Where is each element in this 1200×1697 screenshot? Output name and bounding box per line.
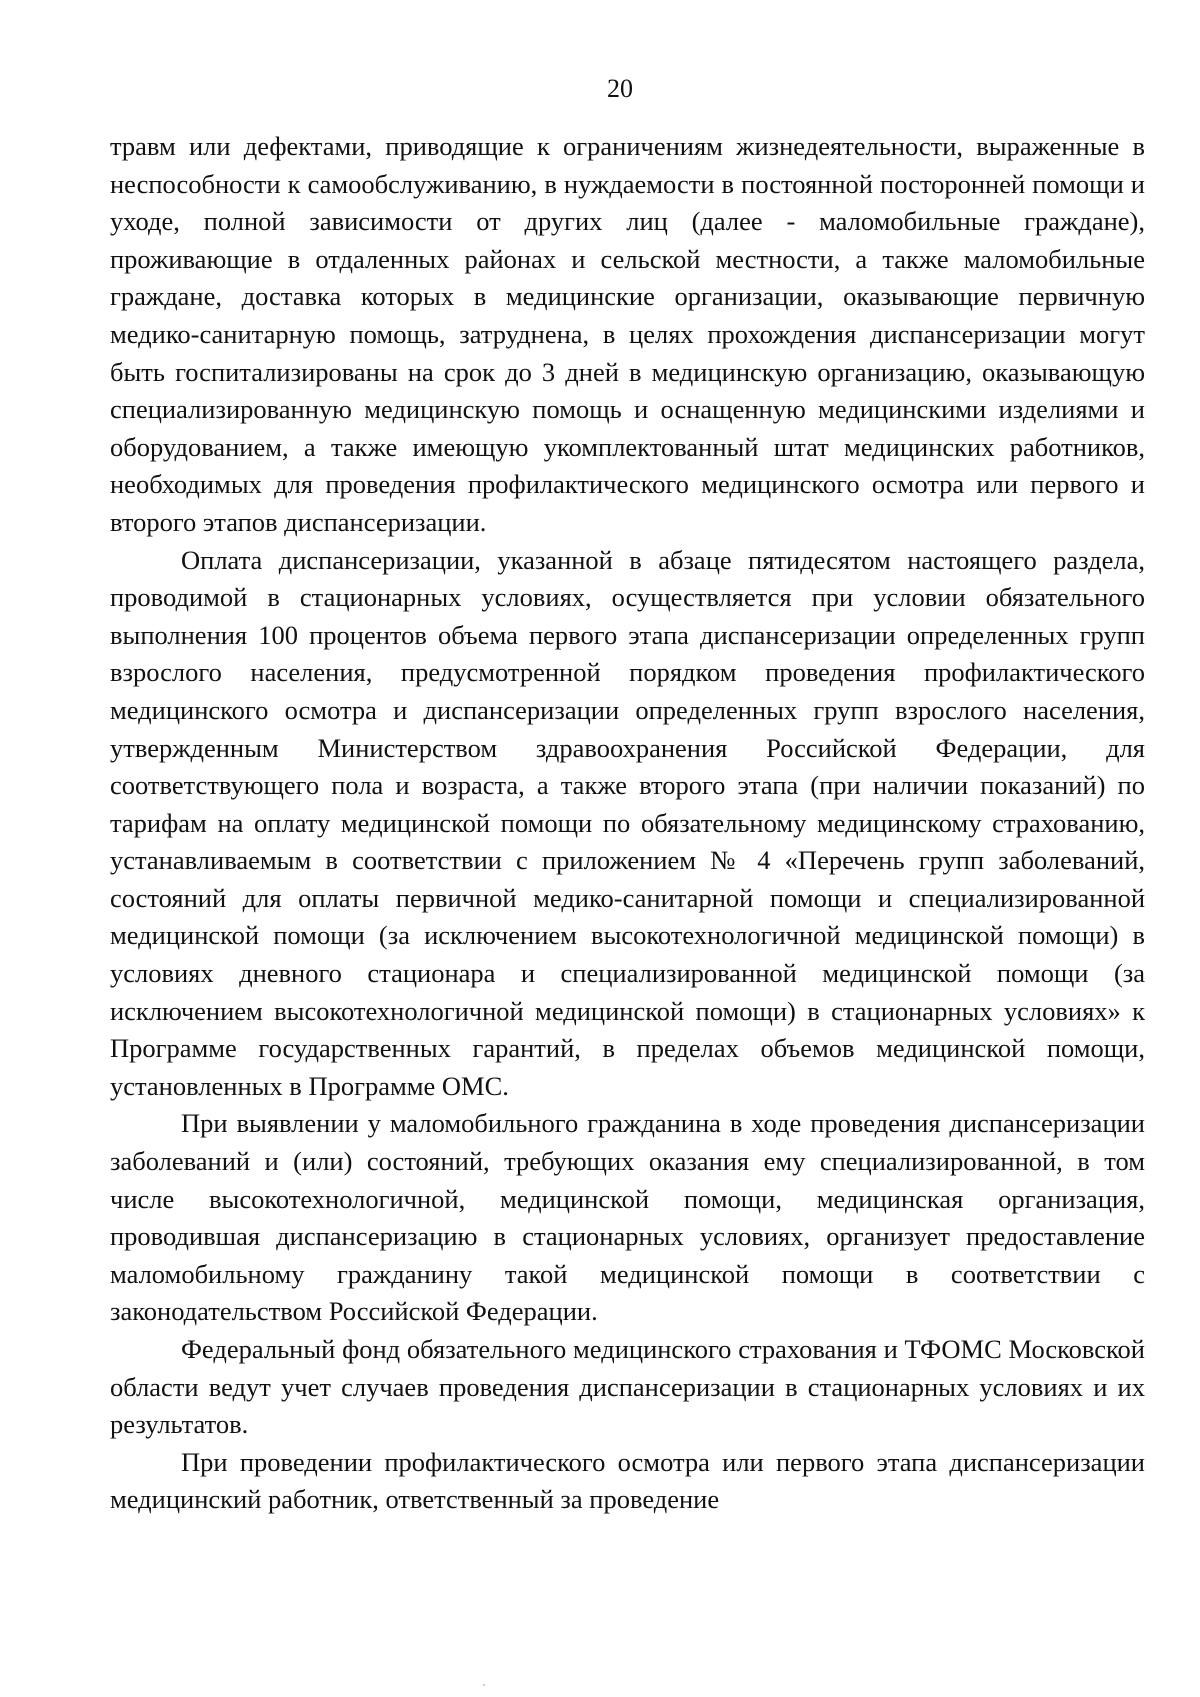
paragraph-5: При проведении профилактического осмотра или первого этапа диспансеризации медицинский работник, ответственный за проведение	[110, 1446, 1145, 1515]
scan-artifact	[483, 1684, 485, 1686]
document-body	[110, 128, 1145, 1519]
paragraph-4: Федеральный фонд обязательного медицинского страхования и ТФОМС Московской области ведут учет случаев проведения диспансеризации в стационарных условиях и их результатов.	[110, 1334, 1145, 1440]
page-number: 20	[607, 74, 633, 103]
paragraph-2: Оплата диспансеризации, указанной в абзаце пятидесятом настоящего раздела, проводимой в стационарных условиях, осуществляется при условии обязательного выполнения 100 процентов объема первого этапа диспансеризации определенных групп взрослого населения, предусмотренной порядком проведения профилактического медицинского осмотра и диспансеризации определенных групп взрослого населения, утвержденным Министерством здравоохранения Российской Федерации, для соответствующего пола и возраста, а также второго этапа (при наличии показаний) по тарифам на оплату медицинской помощи по обязательному медицинскому страхованию, устанавливаемым в соответствии с приложением № 4 «Перечень групп заболеваний, состояний для оплаты первичной медико-санитарной помощи и специализированной медицинской помощи (за исключением высокотехнологичной медицинской помощи) в условиях дневного стационара и специализированной медицинской помощи (за исключением высокотехнологичной медицинской помощи) в стационарных условиях» к Программе государственных гарантий, в пределах объемов медицинской помощи, установленных в Программе ОМС.	[110, 544, 1145, 1101]
paragraph-3: При выявлении у маломобильного гражданина в ходе проведения диспансеризации заболеваний и (или) состояний, требующих оказания ему специализированной, в том числе высокотехнологичной, медицинской помощи, медицинская организация, проводившая диспансеризацию в стационарных условиях, организует предоставление маломобильному гражданину такой медицинской помощи в соответствии с законодательством Российской Федерации.	[110, 1108, 1145, 1327]
paragraph-1: травм или дефектами, приводящие к ограничениям жизнедеятельности, выраженные в неспособности к самообслуживанию, в нуждаемости в постоянной посторонней помощи и уходе, полной зависимости от других лиц (далее - маломобильные граждане), проживающие в отдаленных районах и сельской местности, а также маломобильные граждане, доставка которых в медицинские организации, оказывающие первичную медико-санитарную помощь, затруднена, в целях прохождения диспансеризации могут быть госпитализированы на срок до 3 дней в медицинскую организацию, оказывающую специализированную медицинскую помощь и оснащенную медицинскими изделиями и оборудованием, а также имеющую укомплектованный штат медицинских работников, необходимых для проведения профилактического медицинского осмотра или первого и второго этапов диспансеризации.	[110, 131, 1145, 537]
